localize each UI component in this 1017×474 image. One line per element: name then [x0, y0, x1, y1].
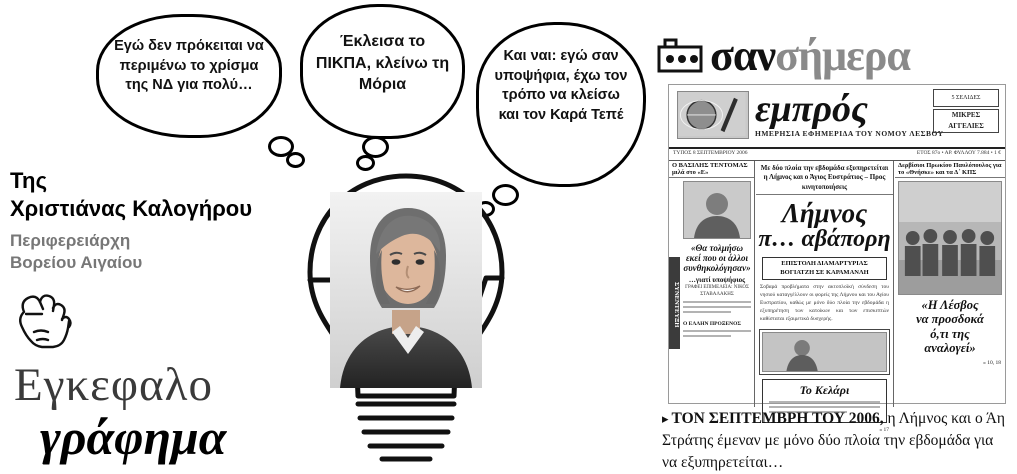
brand-word-simera: σήμερα: [775, 31, 910, 80]
clipping-masthead: [669, 85, 1005, 149]
middle-column-inset-photo: [759, 329, 890, 375]
right-column-quote-line4: αναλογεί»: [924, 341, 976, 356]
clipping-badge-classifieds: ΜΙΚΡΕΣ ΑΓΓΕΛΙΕΣ: [933, 109, 999, 133]
clipping-left-column: [669, 161, 755, 407]
clipping-title: εμπρός: [755, 88, 868, 130]
portrait-photo-kalogirou: [330, 192, 482, 388]
pointing-hand-icon: [14, 286, 76, 356]
clipping-dateline-right: ΕΤΟΣ 87ο • ΑΡ. ΦΥΛΛΟΥ 7.884 • 1 €: [916, 150, 1001, 156]
right-column-quote-line1: «Η Λέσβος: [921, 298, 979, 312]
middle-column-cellar-title: Το Κελάρι: [799, 383, 850, 398]
speech-bubble-3-text: Και ναι: εγώ σαν υποψήφια, έχω τον τρόπο να κλείσω και τον Καρά Τεπέ: [494, 48, 628, 123]
left-column-subhead: …γιατί υποψήφιος: [688, 276, 746, 285]
speech-bubble-2-text: Έκλεισα το ΠΙΚΠΑ, κλείνω τη Μόρια: [315, 33, 450, 94]
right-column-quote-line2: να προσδοκά: [916, 312, 984, 327]
middle-column-headline-line1: Λήμνος: [781, 198, 868, 229]
middle-column-page-ref: » 17: [879, 427, 889, 434]
right-column-photo: [898, 181, 1002, 295]
middle-column-headline: [756, 195, 893, 255]
right-column-quote-line3: ό,τι της: [930, 326, 970, 341]
brand-word-san: σαν: [710, 31, 776, 80]
byline-prefix: Της: [10, 168, 48, 193]
left-column-byline: ΓΡΑΦΕΙ ΕΠΙΜΕΛΕΙΑ: ΝΙΚΟΣ ΣΤΑΒΑΛΑΚΗΣ: [685, 285, 749, 297]
byline-block: [10, 168, 280, 274]
caption-rest: η Λήμνος και ο Άη Στράτης έμεναν με μόνο δύο πλοία την εβδομάδα για να εξυπηρετείται…: [662, 410, 1006, 471]
clipping-right-column: [895, 161, 1005, 407]
middle-column-kicker: Με δύο πλοία την εβδομάδα εξυπηρετείται η Λήμνος και ο Άγιος Ευστράτιος – Προς κινητοποιήσεις: [756, 161, 893, 195]
left-column-quote: «Θα τολμήσω εκεί που οι άλλοι συνθηκολόγησαν»: [683, 243, 751, 274]
right-column-header: Δερβίσιοι Πρωκίου Παυλόπουλος για το «Θνήσκε» και τα Δ΄ ΚΠΣ: [895, 161, 1005, 178]
speech-bubble-1-tail-small: [286, 152, 305, 168]
speech-bubble-2: [300, 4, 465, 139]
caption-arrow-icon: ▸: [662, 411, 669, 426]
left-column-vertical-tab: ΣΥΝΕΝΤΕΥΞΗ: [669, 257, 680, 349]
right-column-quote: [899, 298, 1001, 356]
left-column-footer-title: Ο ΕΛΛΗΝ ΠΡΟΞΕΝΟΣ: [683, 321, 741, 328]
middle-column-headline-line2: π… αβάπορη: [758, 226, 891, 253]
logo-word-grafima: γράφημα: [40, 409, 227, 465]
camera-icon: [658, 39, 702, 73]
clipping-dateline-left: ΤΥΠΟΣ 8 ΣΕΠΤΕΜΒΡΙΟΥ 2006: [673, 150, 748, 156]
byline-role-line2: Βορείου Αιγαίου: [10, 253, 143, 273]
speech-bubble-1-text: Εγώ δεν πρόκειται να περιμένω το χρίσμα της ΝΔ για πολύ…: [114, 38, 264, 94]
middle-column-box-note: ΕΠΙΣΤΟΛΗ ΔΙΑΜΑΡΤΥΡΙΑΣ ΒΟΓΙΑΤΖΗ ΣΕ ΚΑΡΑΜΑΝΛΗ: [762, 257, 887, 280]
caption-lead: ΤΟΝ ΣΕΠΤΕΜΒΡΗ ΤΟΥ 2006,: [671, 410, 884, 427]
clipping-caption: [662, 408, 1012, 474]
logo-word-egkefalo: Εγκεφαλο: [14, 359, 213, 411]
brand-lockup: [658, 30, 910, 81]
right-column-page-ref: » 10, 18: [983, 359, 1001, 366]
globe-emblem-icon: [677, 91, 749, 139]
left-column-photo: [683, 181, 751, 239]
clipping-subtitle: ΗΜΕΡΗΣΙΑ ΕΦΗΜΕΡΙΔΑ ΤΟΥ ΝΟΜΟΥ ΛΕΣΒΟΥ: [755, 129, 944, 138]
speech-bubble-3: [476, 22, 646, 187]
clipping-dateline: [669, 149, 1005, 161]
byline-role-line1: Περιφερειάρχη: [10, 231, 131, 250]
middle-column-body-text: Σοβαρά προβλήματα στην ακτοπλοϊκή σύνδεση του νησιού καταγγέλλουν οι φορείς της Λήμνου και του Αγίου Ευστρατίου, καθώς με μόνο δύο πλοία την εβδομάδα η εξυπηρέτηση των κατοίκων και των επισκεπτών καθίσταται εξαιρετικά δυσχερής.: [760, 284, 889, 323]
speech-bubble-1: [96, 14, 282, 138]
left-column-header: Ο ΒΑΣΙΛΗΣ ΤΕΝΤΟΜΑΣ μιλά στο «Ε»: [669, 161, 754, 178]
clipping-badge-pages: 5 ΣΕΛΙΔΕΣ: [933, 89, 999, 107]
byline-name: Χριστιάνας Καλογήρου: [10, 196, 253, 221]
